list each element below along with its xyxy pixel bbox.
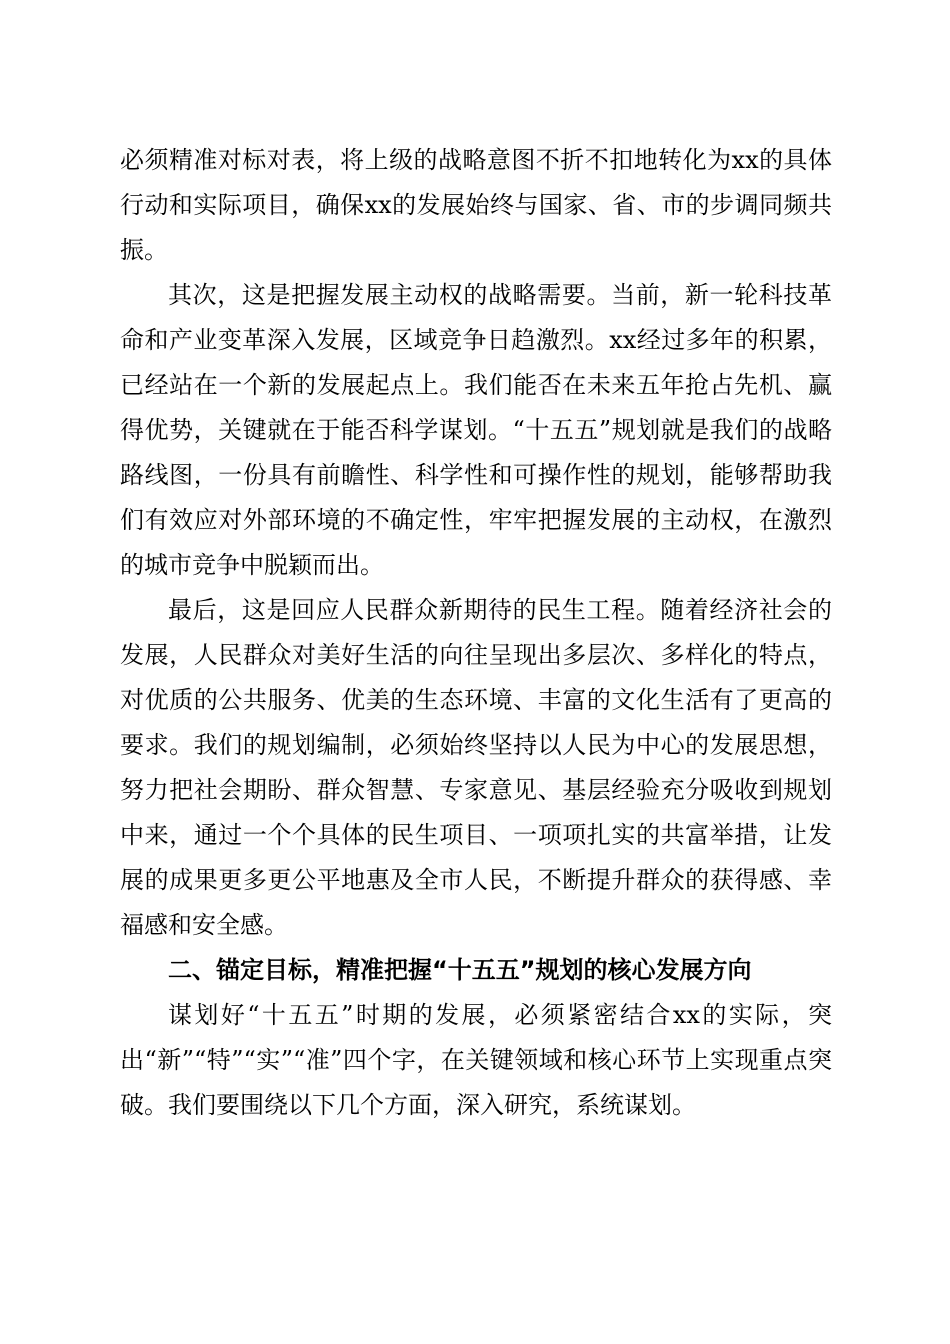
paragraph-continuation: 必须精准对标对表，将上级的战略意图不折不扣地转化为xx的具体行动和实际项目，确保xx的发展始终与国家、省、市的步调同频共振。: [120, 146, 832, 264]
paragraph-section-intro: 谋划好“十五五”时期的发展，必须紧密结合xx的实际，突出“新”“特”“实”“准”四个字，在关键领域和核心环节上实现重点突破。我们要围绕以下几个方面，深入研究，系统谋划。: [120, 1001, 832, 1119]
paragraph-strategic-initiative: 其次，这是把握发展主动权的战略需要。当前，新一轮科技革命和产业变革深入发展，区域竞争日趋激烈。xx经过多年的积累，已经站在一个新的发展起点上。我们能否在未来五年抢占先机、赢得优势，关键就在于能否科学谋划。“十五五”规划就是我们的战略路线图，一份具有前瞻性、科学性和可操作性的规划，能够帮助我们有效应对外部环境的不确定性，牢牢把握发展的主动权，在激烈的城市竞争中脱颖而出。: [120, 281, 832, 579]
paragraph-public-expectations: 最后，这是回应人民群众新期待的民生工程。随着经济社会的发展，人民群众对美好生活的向往呈现出多层次、多样化的特点，对优质的公共服务、优美的生态环境、丰富的文化生活有了更高的要求。我们的规划编制，必须始终坚持以人民为中心的发展思想，努力把社会期盼、群众智慧、专家意见、基层经验充分吸收到规划中来，通过一个个具体的民生项目、一项项扎实的共富举措，让发展的成果更多更公平地惠及全市人民，不断提升群众的获得感、幸福感和安全感。: [120, 596, 832, 939]
document-body: [120, 138, 832, 1128]
section-heading: 二、锚定目标，精准把握“十五五”规划的核心发展方向: [168, 956, 752, 984]
